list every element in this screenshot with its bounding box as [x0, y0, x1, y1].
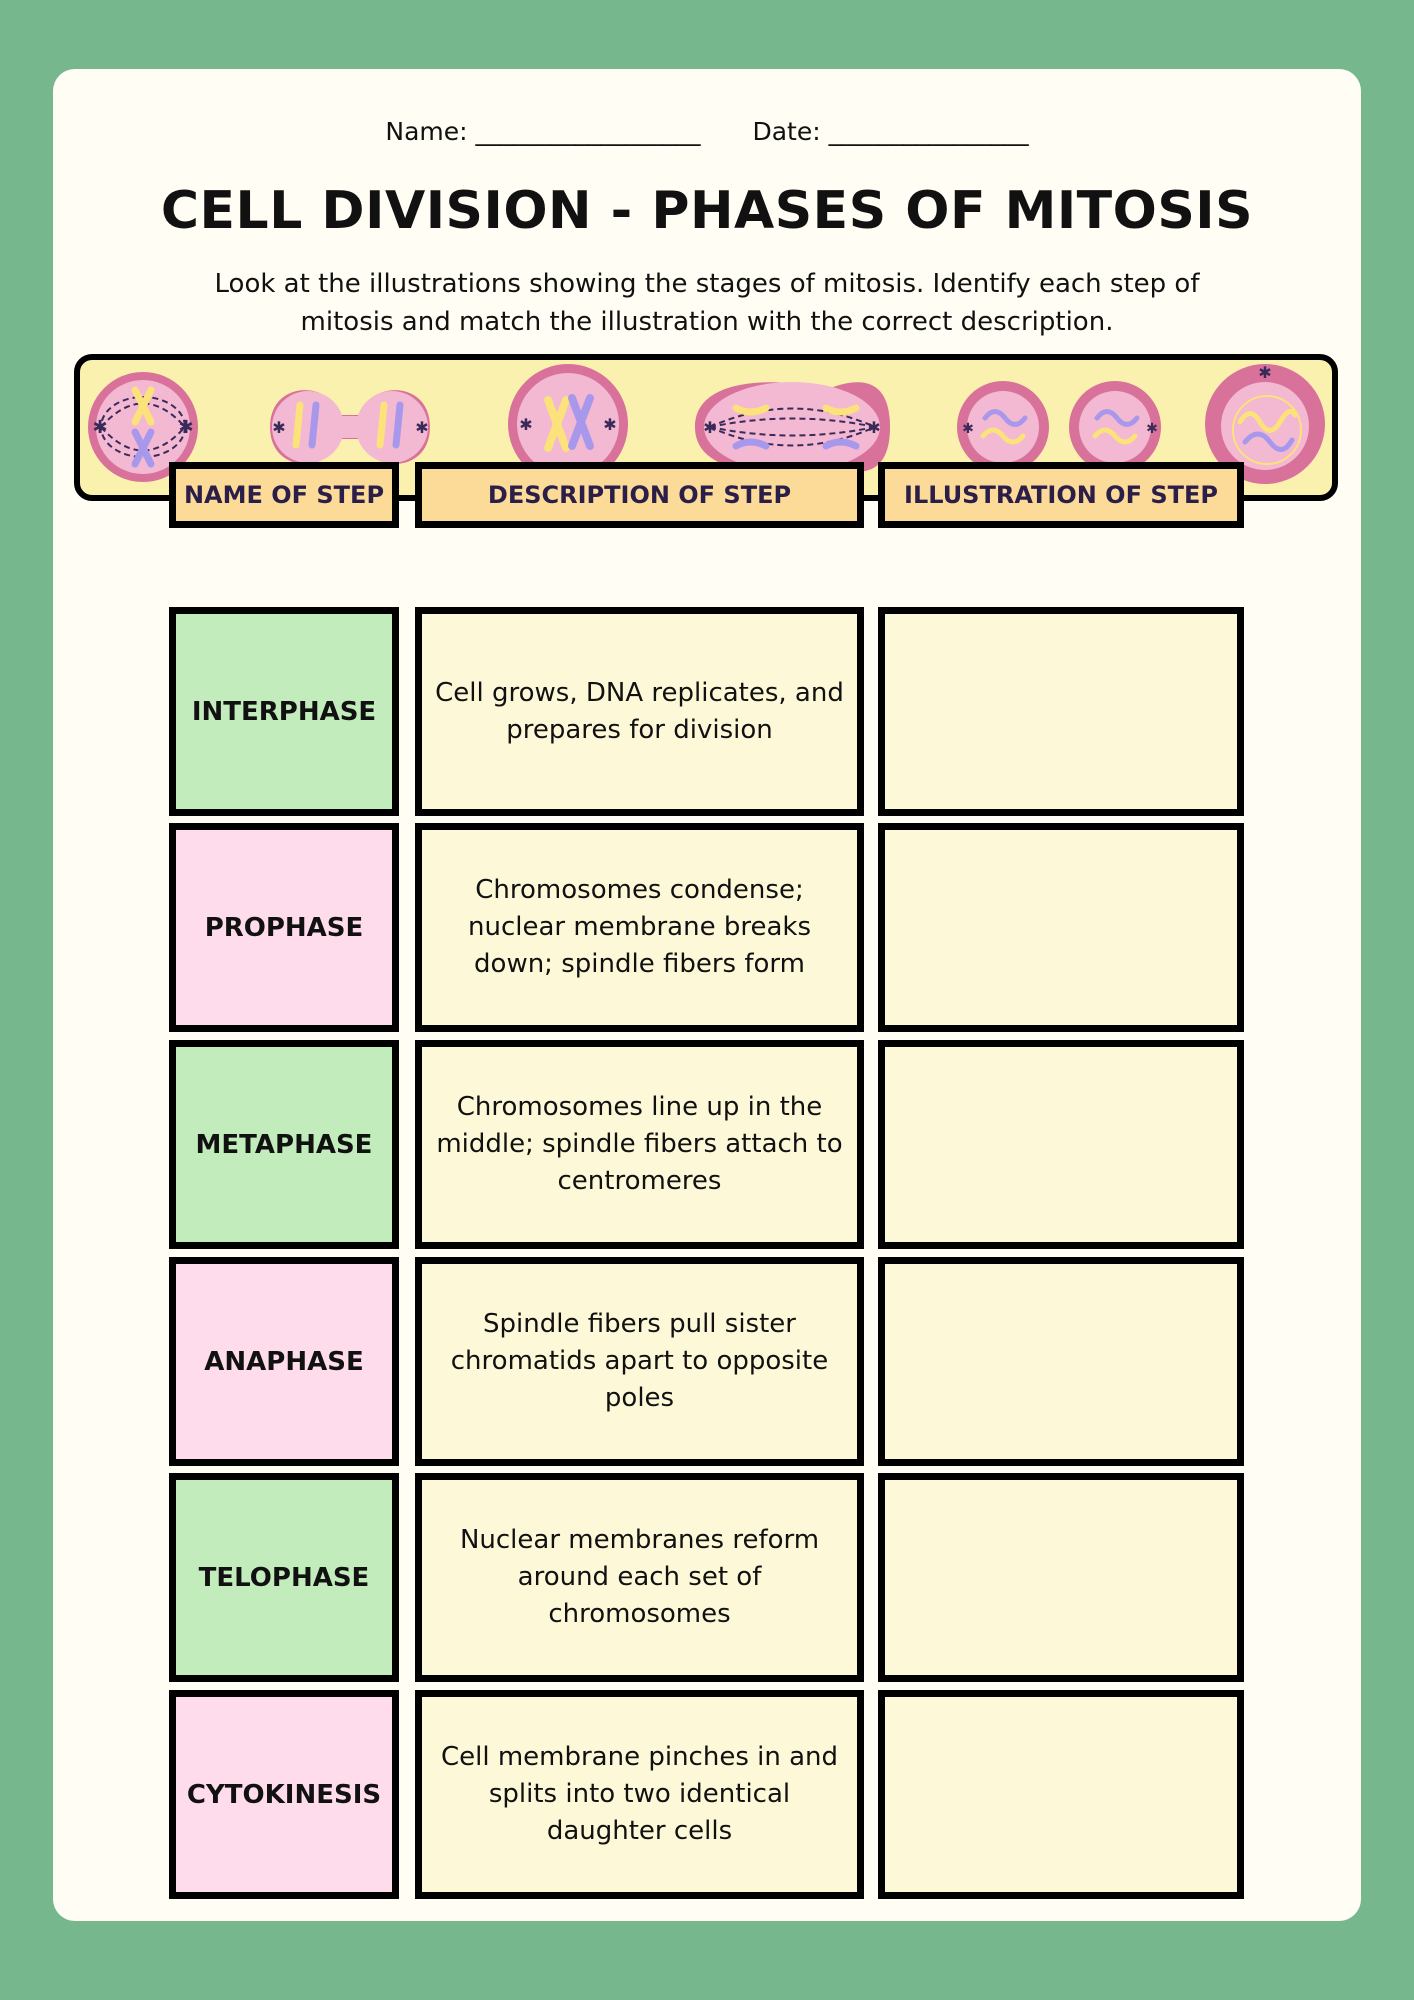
step-illustration-slot-anaphase[interactable]	[878, 1257, 1244, 1466]
svg-text:✱: ✱	[415, 418, 429, 437]
cell-cytokinesis-icon	[957, 381, 1161, 473]
step-name-telophase: TELOPHASE	[169, 1473, 399, 1682]
step-name-metaphase: METAPHASE	[169, 1040, 399, 1249]
header-name-of-step: NAME OF STEP	[169, 462, 399, 528]
step-description-prophase: Chromosomes condense; nuclear membrane breaks down; spindle fibers form	[415, 823, 864, 1032]
svg-text:✱: ✱	[178, 417, 194, 438]
svg-text:✱: ✱	[603, 415, 617, 434]
svg-text:✱: ✱	[272, 418, 286, 437]
step-description-telophase: Nuclear membranes reform around each set of chromosomes	[415, 1473, 864, 1682]
cell-telophase-icon	[270, 390, 430, 464]
step-illustration-slot-cytokinesis[interactable]	[878, 1690, 1244, 1899]
cell-anaphase-icon	[695, 382, 890, 472]
svg-text:✱: ✱	[1146, 421, 1158, 437]
svg-text:✱: ✱	[519, 415, 533, 434]
step-description-cytokinesis: Cell membrane pinches in and splits into two identical daughter cells	[415, 1690, 864, 1899]
step-illustration-slot-prophase[interactable]	[878, 823, 1244, 1032]
svg-text:✱: ✱	[867, 418, 881, 437]
step-illustration-slot-metaphase[interactable]	[878, 1040, 1244, 1249]
header-description-of-step: DESCRIPTION OF STEP	[415, 462, 864, 528]
step-description-interphase: Cell grows, DNA replicates, and prepares for division	[415, 607, 864, 816]
name-date-line	[53, 117, 1361, 146]
svg-text:✱: ✱	[1258, 363, 1272, 382]
header-illustration-of-step: ILLUSTRATION OF STEP	[878, 462, 1244, 528]
instructions: Look at the illustrations showing the stages of mitosis. Identify each step of mitosis and match the illustration with the correct description.	[214, 269, 1200, 337]
step-description-anaphase: Spindle fibers pull sister chromatids apart to opposite poles	[415, 1257, 864, 1466]
name-field[interactable]: Name: __________________	[385, 117, 701, 146]
step-description-metaphase: Chromosomes line up in the middle; spindle fibers attach to centromeres	[415, 1040, 864, 1249]
step-name-prophase: PROPHASE	[169, 823, 399, 1032]
page-title: CELL DIVISION - PHASES OF MITOSIS	[160, 181, 1254, 241]
step-illustration-slot-interphase[interactable]	[878, 607, 1244, 816]
step-name-interphase: INTERPHASE	[169, 607, 399, 816]
svg-text:✱: ✱	[92, 417, 108, 438]
svg-text:✱: ✱	[962, 421, 974, 437]
step-illustration-slot-telophase[interactable]	[878, 1473, 1244, 1682]
step-name-cytokinesis: CYTOKINESIS	[169, 1690, 399, 1899]
date-field[interactable]: Date: ________________	[752, 117, 1029, 146]
step-name-anaphase: ANAPHASE	[169, 1257, 399, 1466]
svg-text:✱: ✱	[703, 418, 717, 437]
